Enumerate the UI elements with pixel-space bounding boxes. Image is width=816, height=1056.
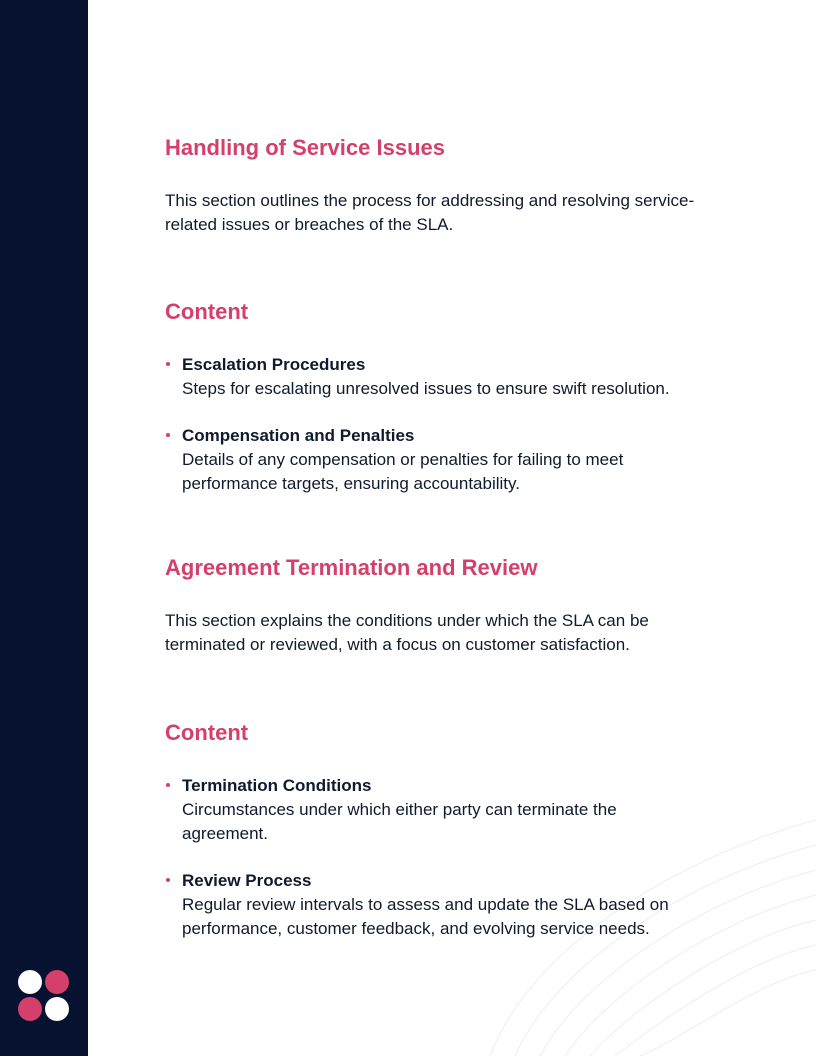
list-item-description: Details of any compensation or penalties for failing to meet performance targets, ensuring accountability. bbox=[182, 450, 624, 493]
list-item-description: Regular review intervals to assess and update the SLA based on performance, customer feedback, and evolving service needs. bbox=[182, 895, 669, 938]
bullet-icon bbox=[166, 783, 170, 787]
sidebar bbox=[0, 0, 88, 1056]
bullet-icon bbox=[166, 878, 170, 882]
list-item bbox=[165, 869, 725, 941]
list-item-title: Review Process bbox=[182, 871, 312, 890]
section-paragraph: This section outlines the process for addressing and resolving service-related issues or breaches of the SLA. bbox=[165, 191, 695, 234]
four-dots-logo-icon bbox=[18, 970, 70, 1022]
logo-dot bbox=[45, 997, 69, 1021]
logo-dot bbox=[18, 997, 42, 1021]
list-item-title: Escalation Procedures bbox=[182, 355, 366, 374]
bullet-icon bbox=[166, 433, 170, 437]
list-item bbox=[165, 774, 725, 846]
section-heading: Agreement Termination and Review bbox=[165, 555, 538, 580]
bullet-icon bbox=[166, 362, 170, 366]
list-item bbox=[165, 424, 725, 496]
logo-dot bbox=[45, 970, 69, 994]
section-heading: Content bbox=[165, 299, 249, 324]
list-item-description: Circumstances under which either party can terminate the agreement. bbox=[182, 800, 617, 843]
logo-dot bbox=[18, 970, 42, 994]
section-heading: Content bbox=[165, 720, 249, 745]
list-item bbox=[165, 353, 725, 401]
section-heading: Handling of Service Issues bbox=[165, 135, 445, 160]
list-item-description: Steps for escalating unresolved issues to ensure swift resolution. bbox=[182, 379, 670, 398]
list-item-title: Compensation and Penalties bbox=[182, 426, 415, 445]
list-item-title: Termination Conditions bbox=[182, 776, 372, 795]
section-paragraph: This section explains the conditions under which the SLA can be terminated or reviewed, with a focus on customer satisfaction. bbox=[165, 611, 649, 654]
